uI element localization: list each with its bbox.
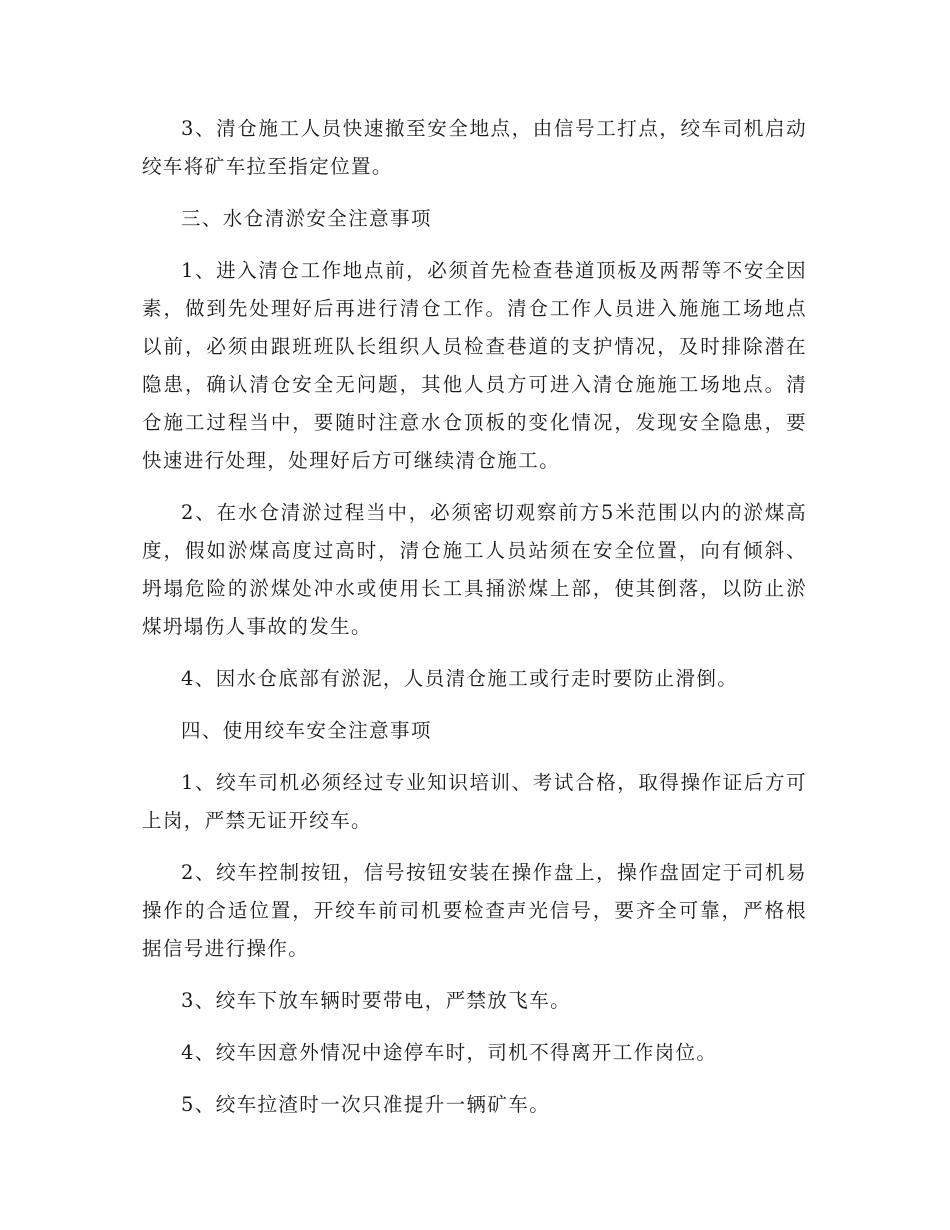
paragraph-winch-5: 5、绞车拉渣时一次只准提升一辆矿车。: [181, 1093, 551, 1116]
section-heading-4: 四、使用绞车安全注意事项: [181, 719, 432, 742]
paragraph-item-1-inspect: 1、进入清仓工作地点前，必须首先检查巷道顶板及两帮等不安全因素，做到先处理好后再进行清仓工作。清仓工作人员进入施施工场地点以前，必须由跟班班队长组织人员检查巷道的支护情况，及时排除潜在隐患，确认清仓安全无问题，其他人员方可进入清仓施施工场地点。清仓施工过程当中，要随时注意水仓顶板的变化情况，发现安全隐患，要快速进行处理，处理好后方可继续清仓施工。: [142, 259, 807, 472]
paragraph-winch-4: 4、绞车因意外情况中途停车时，司机不得离开工作岗位。: [181, 1041, 718, 1064]
paragraph-winch-3: 3、绞车下放车辆时要带电，严禁放飞车。: [181, 989, 572, 1012]
paragraph-winch-1: 1、绞车司机必须经过专业知识培训、考试合格，取得操作证后方可上岗，严禁无证开绞车。: [142, 771, 807, 832]
paragraph-winch-2: 2、绞车控制按钮，信号按钮安装在操作盘上，操作盘固定于司机易操作的合适位置，开绞车前司机要检查声光信号，要齐全可靠，严格根据信号进行操作。: [142, 861, 807, 960]
section-heading-3: 三、水仓清淤安全注意事项: [181, 207, 432, 230]
paragraph-item-2-observe: 2、在水仓清淤过程当中，必须密切观察前方5米范围以内的淤煤高度，假如淤煤高度过高时，清仓施工人员站须在安全位置，向有倾斜、坍塌危险的淤煤处冲水或使用长工具捅淤煤上部，使其倒落，以防止淤煤坍塌伤人事故的发生。: [142, 501, 807, 638]
paragraph-step-3-evacuate: 3、清仓施工人员快速撤至安全地点，由信号工打点，绞车司机启动绞车将矿车拉至指定位置。: [142, 117, 807, 178]
document-body: [142, 110, 807, 1124]
paragraph-item-4-slip: 4、因水仓底部有淤泥，人员清仓施工或行走时要防止滑倒。: [181, 667, 739, 690]
